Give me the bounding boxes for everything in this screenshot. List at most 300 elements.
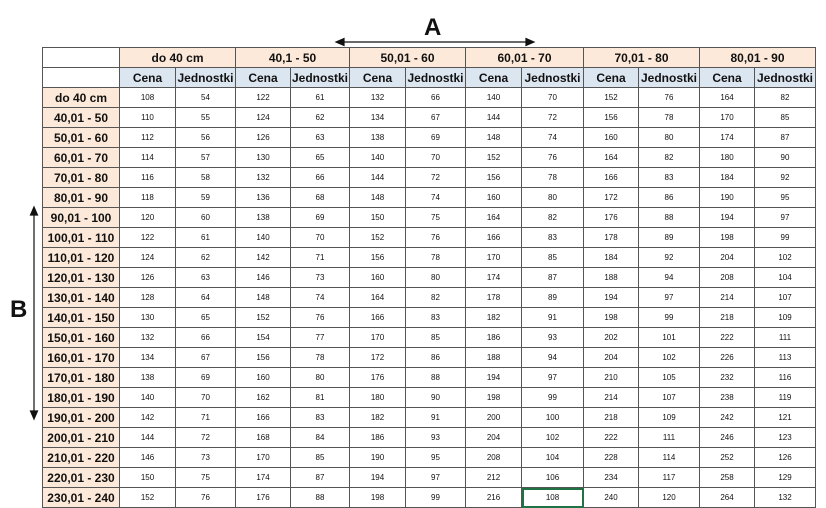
price-cell[interactable]: 170 (700, 108, 755, 128)
price-cell[interactable]: 204 (466, 428, 522, 448)
row-header[interactable]: 50,01 - 60 (43, 128, 120, 148)
price-cell[interactable]: 194 (350, 468, 406, 488)
price-cell[interactable]: 178 (584, 228, 639, 248)
price-cell[interactable]: 228 (584, 448, 639, 468)
units-cell[interactable]: 111 (639, 428, 700, 448)
price-cell[interactable]: 156 (236, 348, 291, 368)
row-header[interactable]: 220,01 - 230 (43, 468, 120, 488)
table-row (43, 448, 816, 468)
units-cell[interactable]: 78 (291, 348, 350, 368)
price-cell[interactable]: 132 (120, 328, 176, 348)
price-cell[interactable]: 252 (700, 448, 755, 468)
price-cell[interactable]: 140 (120, 388, 176, 408)
price-cell[interactable]: 168 (236, 428, 291, 448)
units-cell[interactable]: 80 (291, 368, 350, 388)
price-cell[interactable]: 204 (584, 348, 639, 368)
units-cell[interactable]: 126 (755, 448, 816, 468)
price-cell[interactable]: 150 (120, 468, 176, 488)
units-cell[interactable]: 83 (522, 228, 584, 248)
row-header[interactable]: 190,01 - 200 (43, 408, 120, 428)
row-header[interactable]: 90,01 - 100 (43, 208, 120, 228)
units-cell[interactable]: 99 (639, 308, 700, 328)
price-cell[interactable]: 222 (584, 428, 639, 448)
price-cell[interactable]: 194 (700, 208, 755, 228)
units-cell[interactable]: 117 (639, 468, 700, 488)
price-cell[interactable]: 166 (466, 228, 522, 248)
price-cell[interactable]: 122 (236, 88, 291, 108)
units-cell[interactable]: 92 (755, 168, 816, 188)
column-header[interactable]: 70,01 - 80 (584, 48, 700, 68)
units-cell[interactable]: 76 (406, 228, 466, 248)
price-subheader[interactable]: Cena (466, 68, 522, 88)
row-header[interactable]: 210,01 - 220 (43, 448, 120, 468)
units-cell[interactable]: 85 (406, 328, 466, 348)
price-cell[interactable]: 198 (350, 488, 406, 508)
units-cell[interactable]: 97 (406, 468, 466, 488)
units-cell[interactable]: 72 (522, 108, 584, 128)
price-cell[interactable]: 120 (120, 208, 176, 228)
price-cell[interactable]: 148 (350, 188, 406, 208)
units-cell[interactable]: 76 (639, 88, 700, 108)
row-header[interactable]: 180,01 - 190 (43, 388, 120, 408)
units-cell[interactable]: 83 (291, 408, 350, 428)
price-cell[interactable]: 162 (236, 388, 291, 408)
units-cell[interactable]: 132 (755, 488, 816, 508)
price-cell[interactable]: 130 (236, 148, 291, 168)
price-cell[interactable]: 160 (466, 188, 522, 208)
units-cell[interactable]: 95 (406, 448, 466, 468)
units-cell[interactable]: 97 (755, 208, 816, 228)
price-cell[interactable]: 190 (700, 188, 755, 208)
column-header[interactable]: 40,1 - 50 (236, 48, 350, 68)
units-cell[interactable]: 80 (522, 188, 584, 208)
units-cell[interactable]: 93 (522, 328, 584, 348)
price-cell[interactable]: 234 (584, 468, 639, 488)
price-cell[interactable]: 152 (350, 228, 406, 248)
price-cell[interactable]: 144 (120, 428, 176, 448)
units-cell[interactable]: 109 (755, 308, 816, 328)
units-cell[interactable]: 88 (639, 208, 700, 228)
units-cell[interactable]: 90 (755, 148, 816, 168)
row-header[interactable]: 60,01 - 70 (43, 148, 120, 168)
price-cell[interactable]: 134 (350, 108, 406, 128)
price-cell[interactable]: 172 (584, 188, 639, 208)
price-cell[interactable]: 148 (466, 128, 522, 148)
price-cell[interactable]: 110 (120, 108, 176, 128)
units-cell[interactable]: 85 (522, 248, 584, 268)
units-cell[interactable]: 86 (639, 188, 700, 208)
price-cell[interactable]: 164 (466, 208, 522, 228)
price-cell[interactable]: 152 (120, 488, 176, 508)
units-cell[interactable]: 94 (522, 348, 584, 368)
price-cell[interactable]: 130 (120, 308, 176, 328)
units-cell[interactable]: 106 (522, 468, 584, 488)
row-header[interactable]: do 40 cm (43, 88, 120, 108)
units-cell[interactable]: 94 (639, 268, 700, 288)
price-cell[interactable]: 226 (700, 348, 755, 368)
units-cell[interactable]: 104 (522, 448, 584, 468)
units-cell[interactable]: 72 (176, 428, 236, 448)
units-cell[interactable]: 75 (406, 208, 466, 228)
units-cell[interactable]: 88 (291, 488, 350, 508)
units-cell[interactable]: 83 (406, 308, 466, 328)
price-cell[interactable]: 170 (350, 328, 406, 348)
corner-cell[interactable] (43, 68, 120, 88)
price-cell[interactable]: 138 (350, 128, 406, 148)
units-cell[interactable]: 70 (291, 228, 350, 248)
price-cell[interactable]: 142 (120, 408, 176, 428)
units-cell[interactable]: 109 (639, 408, 700, 428)
units-cell[interactable]: 93 (406, 428, 466, 448)
price-cell[interactable]: 160 (236, 368, 291, 388)
units-cell[interactable]: 61 (176, 228, 236, 248)
units-cell[interactable]: 74 (406, 188, 466, 208)
units-cell[interactable]: 77 (291, 328, 350, 348)
price-cell[interactable]: 164 (350, 288, 406, 308)
units-cell[interactable]: 111 (755, 328, 816, 348)
price-cell[interactable]: 152 (466, 148, 522, 168)
table-row (43, 368, 816, 388)
price-cell[interactable]: 166 (350, 308, 406, 328)
units-cell[interactable]: 102 (639, 348, 700, 368)
price-cell[interactable]: 152 (236, 308, 291, 328)
units-cell[interactable]: 119 (755, 388, 816, 408)
price-cell[interactable]: 174 (466, 268, 522, 288)
units-cell[interactable]: 121 (755, 408, 816, 428)
units-cell[interactable]: 76 (291, 308, 350, 328)
price-cell[interactable]: 132 (350, 88, 406, 108)
units-cell[interactable]: 102 (755, 248, 816, 268)
row-header[interactable]: 70,01 - 80 (43, 168, 120, 188)
units-cell[interactable]: 90 (406, 388, 466, 408)
row-header[interactable]: 140,01 - 150 (43, 308, 120, 328)
row-header[interactable]: 150,01 - 160 (43, 328, 120, 348)
price-cell[interactable]: 132 (236, 168, 291, 188)
price-cell[interactable]: 174 (236, 468, 291, 488)
units-cell[interactable]: 85 (291, 448, 350, 468)
units-cell[interactable]: 55 (176, 108, 236, 128)
price-cell[interactable]: 144 (466, 108, 522, 128)
units-cell[interactable]: 70 (522, 88, 584, 108)
row-header[interactable]: 230,01 - 240 (43, 488, 120, 508)
row-header[interactable]: 200,01 - 210 (43, 428, 120, 448)
units-cell[interactable]: 85 (755, 108, 816, 128)
units-cell[interactable]: 108 (522, 488, 584, 508)
price-cell[interactable]: 164 (700, 88, 755, 108)
price-cell[interactable]: 152 (584, 88, 639, 108)
units-cell[interactable]: 78 (522, 168, 584, 188)
price-cell[interactable]: 174 (700, 128, 755, 148)
units-cell[interactable]: 89 (522, 288, 584, 308)
units-cell[interactable]: 92 (639, 248, 700, 268)
units-cell[interactable]: 105 (639, 368, 700, 388)
table-row (43, 248, 816, 268)
column-header[interactable]: 60,01 - 70 (466, 48, 584, 68)
price-cell[interactable]: 166 (584, 168, 639, 188)
units-cell[interactable]: 57 (176, 148, 236, 168)
units-cell[interactable]: 62 (176, 248, 236, 268)
price-cell[interactable]: 144 (350, 168, 406, 188)
units-cell[interactable]: 99 (755, 228, 816, 248)
units-cell[interactable]: 91 (522, 308, 584, 328)
table-row (43, 488, 816, 508)
units-cell[interactable]: 66 (406, 88, 466, 108)
units-cell[interactable]: 116 (755, 368, 816, 388)
price-cell[interactable]: 246 (700, 428, 755, 448)
price-cell[interactable]: 258 (700, 468, 755, 488)
price-cell[interactable]: 166 (236, 408, 291, 428)
price-cell[interactable]: 176 (350, 368, 406, 388)
units-cell[interactable]: 123 (755, 428, 816, 448)
price-cell[interactable]: 160 (350, 268, 406, 288)
price-subheader[interactable]: Cena (236, 68, 291, 88)
units-cell[interactable]: 83 (639, 168, 700, 188)
price-cell[interactable]: 164 (584, 148, 639, 168)
units-cell[interactable]: 87 (522, 268, 584, 288)
units-cell[interactable]: 113 (755, 348, 816, 368)
price-cell[interactable]: 242 (700, 408, 755, 428)
price-cell[interactable]: 142 (236, 248, 291, 268)
units-cell[interactable]: 75 (176, 468, 236, 488)
units-cell[interactable]: 95 (755, 188, 816, 208)
price-cell[interactable]: 126 (120, 268, 176, 288)
price-cell[interactable]: 240 (584, 488, 639, 508)
column-header[interactable]: 50,01 - 60 (350, 48, 466, 68)
units-cell[interactable]: 114 (639, 448, 700, 468)
price-cell[interactable]: 182 (466, 308, 522, 328)
price-cell[interactable]: 210 (584, 368, 639, 388)
row-header[interactable]: 110,01 - 120 (43, 248, 120, 268)
units-cell[interactable]: 82 (755, 88, 816, 108)
units-cell[interactable]: 72 (406, 168, 466, 188)
price-cell[interactable]: 264 (700, 488, 755, 508)
price-cell[interactable]: 190 (350, 448, 406, 468)
units-cell[interactable]: 80 (639, 128, 700, 148)
units-subheader[interactable]: Jednostki (522, 68, 584, 88)
price-cell[interactable]: 136 (236, 188, 291, 208)
row-header[interactable]: 80,01 - 90 (43, 188, 120, 208)
price-cell[interactable]: 138 (236, 208, 291, 228)
price-cell[interactable]: 180 (350, 388, 406, 408)
row-header[interactable]: 160,01 - 170 (43, 348, 120, 368)
units-cell[interactable]: 82 (522, 208, 584, 228)
price-cell[interactable]: 146 (120, 448, 176, 468)
units-cell[interactable]: 69 (291, 208, 350, 228)
price-cell[interactable]: 146 (236, 268, 291, 288)
units-cell[interactable]: 71 (176, 408, 236, 428)
units-cell[interactable]: 60 (176, 208, 236, 228)
units-cell[interactable]: 59 (176, 188, 236, 208)
units-cell[interactable]: 100 (522, 408, 584, 428)
price-cell[interactable]: 184 (584, 248, 639, 268)
units-cell[interactable]: 89 (639, 228, 700, 248)
price-cell[interactable]: 204 (700, 248, 755, 268)
units-cell[interactable]: 82 (639, 148, 700, 168)
column-header[interactable]: do 40 cm (120, 48, 236, 68)
units-cell[interactable]: 74 (522, 128, 584, 148)
price-cell[interactable]: 222 (700, 328, 755, 348)
units-cell[interactable]: 91 (406, 408, 466, 428)
units-cell[interactable]: 70 (406, 148, 466, 168)
units-cell[interactable]: 107 (755, 288, 816, 308)
price-cell[interactable]: 170 (236, 448, 291, 468)
price-cell[interactable]: 180 (700, 148, 755, 168)
units-subheader[interactable]: Jednostki (291, 68, 350, 88)
price-subheader[interactable]: Cena (584, 68, 639, 88)
units-cell[interactable]: 101 (639, 328, 700, 348)
units-subheader[interactable]: Jednostki (176, 68, 236, 88)
price-subheader[interactable]: Cena (700, 68, 755, 88)
price-cell[interactable]: 170 (466, 248, 522, 268)
price-cell[interactable]: 214 (700, 288, 755, 308)
units-cell[interactable]: 102 (522, 428, 584, 448)
units-cell[interactable]: 73 (291, 268, 350, 288)
units-cell[interactable]: 78 (406, 248, 466, 268)
price-cell[interactable]: 112 (120, 128, 176, 148)
price-cell[interactable]: 126 (236, 128, 291, 148)
units-cell[interactable]: 67 (406, 108, 466, 128)
units-cell[interactable]: 64 (176, 288, 236, 308)
units-cell[interactable]: 69 (176, 368, 236, 388)
units-cell[interactable]: 99 (406, 488, 466, 508)
units-subheader[interactable]: Jednostki (639, 68, 700, 88)
price-cell[interactable]: 114 (120, 148, 176, 168)
price-cell[interactable]: 184 (700, 168, 755, 188)
units-cell[interactable]: 68 (291, 188, 350, 208)
units-cell[interactable]: 58 (176, 168, 236, 188)
units-cell[interactable]: 69 (406, 128, 466, 148)
price-cell[interactable]: 140 (350, 148, 406, 168)
row-header[interactable]: 40,01 - 50 (43, 108, 120, 128)
units-cell[interactable]: 88 (406, 368, 466, 388)
price-cell[interactable]: 156 (584, 108, 639, 128)
price-cell[interactable]: 238 (700, 388, 755, 408)
units-cell[interactable]: 82 (406, 288, 466, 308)
units-cell[interactable]: 73 (176, 448, 236, 468)
units-cell[interactable]: 66 (291, 168, 350, 188)
units-cell[interactable]: 99 (522, 388, 584, 408)
price-cell[interactable]: 148 (236, 288, 291, 308)
price-cell[interactable]: 188 (466, 348, 522, 368)
units-cell[interactable]: 87 (291, 468, 350, 488)
price-cell[interactable]: 202 (584, 328, 639, 348)
units-cell[interactable]: 78 (639, 108, 700, 128)
units-cell[interactable]: 62 (291, 108, 350, 128)
table-row (43, 408, 816, 428)
price-cell[interactable]: 118 (120, 188, 176, 208)
price-cell[interactable]: 176 (584, 208, 639, 228)
price-cell[interactable]: 214 (584, 388, 639, 408)
price-cell[interactable]: 194 (466, 368, 522, 388)
price-cell[interactable]: 156 (466, 168, 522, 188)
units-cell[interactable]: 80 (406, 268, 466, 288)
units-cell[interactable]: 63 (291, 128, 350, 148)
column-header[interactable]: 80,01 - 90 (700, 48, 816, 68)
price-cell[interactable]: 182 (350, 408, 406, 428)
price-cell[interactable]: 156 (350, 248, 406, 268)
units-cell[interactable]: 84 (291, 428, 350, 448)
price-cell[interactable]: 218 (700, 308, 755, 328)
price-cell[interactable]: 124 (120, 248, 176, 268)
price-cell[interactable]: 172 (350, 348, 406, 368)
price-cell[interactable]: 212 (466, 468, 522, 488)
units-cell[interactable]: 67 (176, 348, 236, 368)
units-cell[interactable]: 120 (639, 488, 700, 508)
price-cell[interactable]: 138 (120, 368, 176, 388)
units-cell[interactable]: 65 (291, 148, 350, 168)
row-header[interactable]: 130,01 - 140 (43, 288, 120, 308)
units-cell[interactable]: 107 (639, 388, 700, 408)
units-cell[interactable]: 97 (639, 288, 700, 308)
price-cell[interactable]: 140 (236, 228, 291, 248)
table-row (43, 328, 816, 348)
price-cell[interactable]: 208 (700, 268, 755, 288)
price-cell[interactable]: 134 (120, 348, 176, 368)
price-subheader[interactable]: Cena (120, 68, 176, 88)
price-cell[interactable]: 124 (236, 108, 291, 128)
units-cell[interactable]: 104 (755, 268, 816, 288)
units-cell[interactable]: 129 (755, 468, 816, 488)
price-cell[interactable]: 186 (350, 428, 406, 448)
row-header[interactable]: 170,01 - 180 (43, 368, 120, 388)
row-header[interactable]: 120,01 - 130 (43, 268, 120, 288)
price-cell[interactable]: 194 (584, 288, 639, 308)
price-cell[interactable]: 154 (236, 328, 291, 348)
units-cell[interactable]: 81 (291, 388, 350, 408)
price-cell[interactable]: 200 (466, 408, 522, 428)
price-subheader[interactable]: Cena (350, 68, 406, 88)
units-cell[interactable]: 74 (291, 288, 350, 308)
price-cell[interactable]: 218 (584, 408, 639, 428)
units-cell[interactable]: 54 (176, 88, 236, 108)
price-cell[interactable]: 216 (466, 488, 522, 508)
price-cell[interactable]: 160 (584, 128, 639, 148)
price-cell[interactable]: 178 (466, 288, 522, 308)
price-cell[interactable]: 140 (466, 88, 522, 108)
units-cell[interactable]: 61 (291, 88, 350, 108)
price-cell[interactable]: 128 (120, 288, 176, 308)
units-cell[interactable]: 76 (522, 148, 584, 168)
units-cell[interactable]: 87 (755, 128, 816, 148)
row-header[interactable]: 100,01 - 110 (43, 228, 120, 248)
price-cell[interactable]: 198 (700, 228, 755, 248)
units-cell[interactable]: 56 (176, 128, 236, 148)
price-cell[interactable]: 176 (236, 488, 291, 508)
price-cell[interactable]: 188 (584, 268, 639, 288)
units-cell[interactable]: 76 (176, 488, 236, 508)
price-cell[interactable]: 232 (700, 368, 755, 388)
price-cell[interactable]: 208 (466, 448, 522, 468)
price-cell[interactable]: 108 (120, 88, 176, 108)
units-cell[interactable]: 97 (522, 368, 584, 388)
price-cell[interactable]: 198 (584, 308, 639, 328)
units-cell[interactable]: 65 (176, 308, 236, 328)
units-cell[interactable]: 86 (406, 348, 466, 368)
corner-cell[interactable] (43, 48, 120, 68)
units-subheader[interactable]: Jednostki (406, 68, 466, 88)
axis-label-a: A (424, 14, 442, 41)
price-cell[interactable]: 198 (466, 388, 522, 408)
price-cell[interactable]: 150 (350, 208, 406, 228)
price-cell[interactable]: 116 (120, 168, 176, 188)
units-cell[interactable]: 70 (176, 388, 236, 408)
units-subheader[interactable]: Jednostki (755, 68, 816, 88)
units-cell[interactable]: 66 (176, 328, 236, 348)
units-cell[interactable]: 71 (291, 248, 350, 268)
price-cell[interactable]: 122 (120, 228, 176, 248)
price-cell[interactable]: 186 (466, 328, 522, 348)
units-cell[interactable]: 63 (176, 268, 236, 288)
